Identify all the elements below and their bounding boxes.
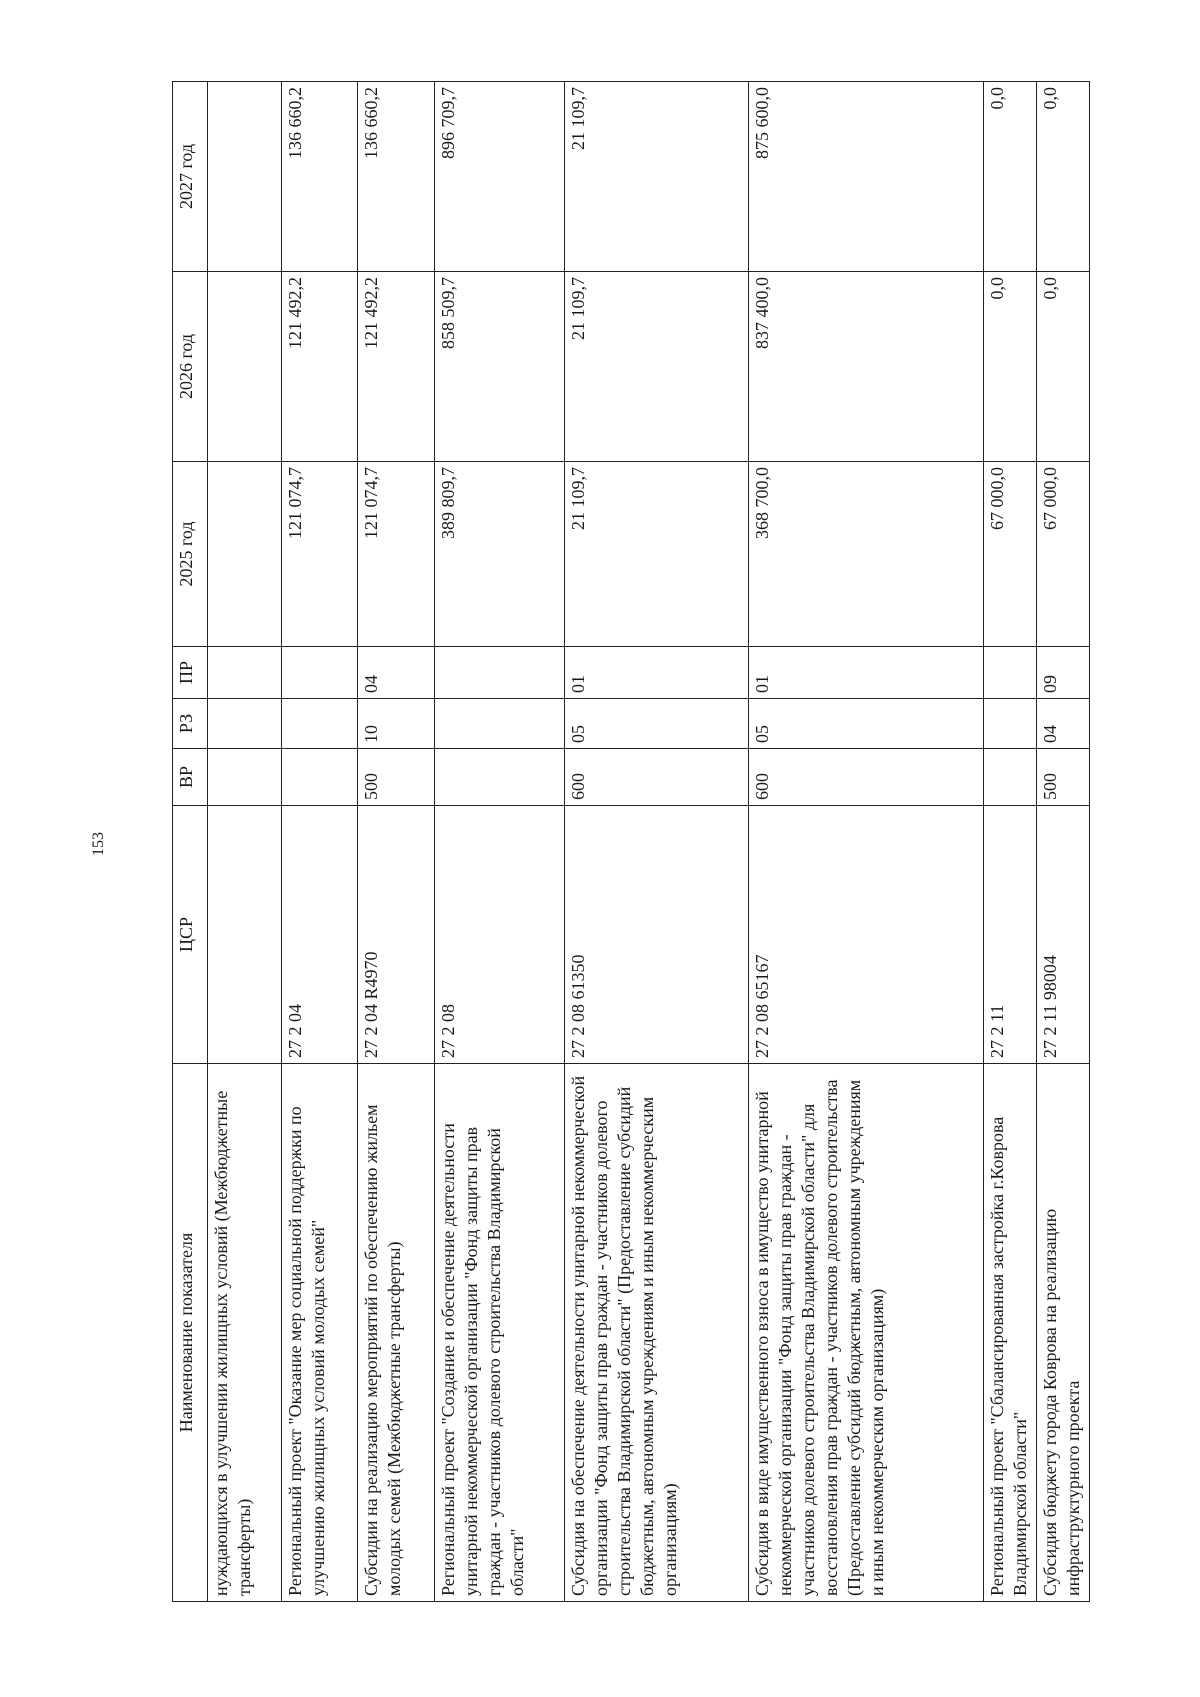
budget-table: [172, 81, 1090, 1602]
cell-vr: 600: [749, 749, 984, 806]
cell-2026: [208, 272, 282, 462]
cell-rz: [281, 699, 358, 749]
cell-2026: 121 492,2: [281, 272, 358, 462]
cell-rz: 05: [749, 699, 984, 749]
cell-name: нуждающихся в улучшении жилищных условий (Межбюджетные трансферты): [208, 1064, 282, 1602]
cell-name: Субсидия бюджету города Коврова на реализацию инфраструктурного проекта: [1036, 1064, 1089, 1602]
cell-name: Субсидия в виде имущественного взноса в имущество унитарной некоммерческой организации "Фонд защиты прав граждан - участников долевого строительства Владимирской области" для восстановления прав граждан - участников долевого строительства (Предоставление субсидий бюджетным, автономным учреждениям и иным некоммерческим организациям): [749, 1064, 984, 1602]
cell-2025: 121 074,7: [358, 462, 435, 647]
header-vr: ВР: [173, 749, 208, 806]
cell-2026: 21 109,7: [565, 272, 749, 462]
cell-2025: 67 000,0: [983, 462, 1036, 647]
cell-2026: 0,0: [1036, 272, 1089, 462]
cell-pr: [281, 647, 358, 699]
table-row: [434, 82, 565, 1602]
header-csr: ЦСР: [173, 806, 208, 1064]
cell-2027: [208, 82, 282, 272]
table-header-row: [173, 82, 208, 1602]
cell-csr: 27 2 08: [434, 806, 565, 1064]
table-row: [281, 82, 358, 1602]
cell-2026: 121 492,2: [358, 272, 435, 462]
cell-pr: 01: [749, 647, 984, 699]
cell-2026: 858 509,7: [434, 272, 565, 462]
header-2027: 2027 год: [173, 82, 208, 272]
cell-2025: 368 700,0: [749, 462, 984, 647]
table-row: [983, 82, 1036, 1602]
cell-pr: [983, 647, 1036, 699]
cell-2027: 136 660,2: [358, 82, 435, 272]
cell-name: Субсидии на реализацию мероприятий по обеспечению жильем молодых семей (Межбюджетные трансферты): [358, 1064, 435, 1602]
budget-table-container: [172, 82, 1090, 1602]
cell-vr: [281, 749, 358, 806]
table-row: [1036, 82, 1089, 1602]
cell-vr: 600: [565, 749, 749, 806]
cell-csr: 27 2 11: [983, 806, 1036, 1064]
cell-vr: 500: [1036, 749, 1089, 806]
cell-pr: [434, 647, 565, 699]
cell-2027: 136 660,2: [281, 82, 358, 272]
cell-csr: 27 2 08 61350: [565, 806, 749, 1064]
cell-2026: 0,0: [983, 272, 1036, 462]
cell-vr: [983, 749, 1036, 806]
cell-name: Региональный проект "Сбалансированная застройка г.Коврова Владимирской области": [983, 1064, 1036, 1602]
cell-pr: 09: [1036, 647, 1089, 699]
cell-2025: 67 000,0: [1036, 462, 1089, 647]
cell-name: Региональный проект "Оказание мер социальной поддержки по улучшению жилищных условий молодых семей": [281, 1064, 358, 1602]
cell-2026: 837 400,0: [749, 272, 984, 462]
table-row: [565, 82, 749, 1602]
header-rz: РЗ: [173, 699, 208, 749]
cell-2025: [208, 462, 282, 647]
cell-rz: 04: [1036, 699, 1089, 749]
cell-2027: 0,0: [1036, 82, 1089, 272]
table-row: [749, 82, 984, 1602]
cell-pr: 04: [358, 647, 435, 699]
table-row: [358, 82, 435, 1602]
page-number: 153: [90, 832, 107, 856]
header-pr: ПР: [173, 647, 208, 699]
cell-2025: 121 074,7: [281, 462, 358, 647]
cell-pr: 01: [565, 647, 749, 699]
header-2026: 2026 год: [173, 272, 208, 462]
cell-rz: 10: [358, 699, 435, 749]
cell-rz: 05: [565, 699, 749, 749]
cell-2027: 0,0: [983, 82, 1036, 272]
cell-vr: 500: [358, 749, 435, 806]
header-name: Наименование показателя: [173, 1064, 208, 1602]
cell-name: Региональный проект "Создание и обеспечение деятельности унитарной некоммерческой организации "Фонд защиты прав граждан - участников долевого строительства Владимирской области": [434, 1064, 565, 1602]
cell-csr: 27 2 04 R4970: [358, 806, 435, 1064]
cell-csr: [208, 806, 282, 1064]
cell-csr: 27 2 08 65167: [749, 806, 984, 1064]
cell-pr: [208, 647, 282, 699]
cell-2025: 389 809,7: [434, 462, 565, 647]
cell-rz: [434, 699, 565, 749]
cell-2027: 896 709,7: [434, 82, 565, 272]
cell-rz: [208, 699, 282, 749]
cell-2027: 21 109,7: [565, 82, 749, 272]
cell-csr: 27 2 11 98004: [1036, 806, 1089, 1064]
cell-name: Субсидия на обеспечение деятельности унитарной некоммерческой организации "Фонд защиты прав граждан - участников долевого строительства Владимирской области" (Предоставление субсидий бюджетным, автономным учреждениям и иным некоммерческим организациям): [565, 1064, 749, 1602]
cell-vr: [434, 749, 565, 806]
cell-csr: 27 2 04: [281, 806, 358, 1064]
cell-vr: [208, 749, 282, 806]
cell-2027: 875 600,0: [749, 82, 984, 272]
header-2025: 2025 год: [173, 462, 208, 647]
cell-rz: [983, 699, 1036, 749]
cell-2025: 21 109,7: [565, 462, 749, 647]
table-row: [208, 82, 282, 1602]
